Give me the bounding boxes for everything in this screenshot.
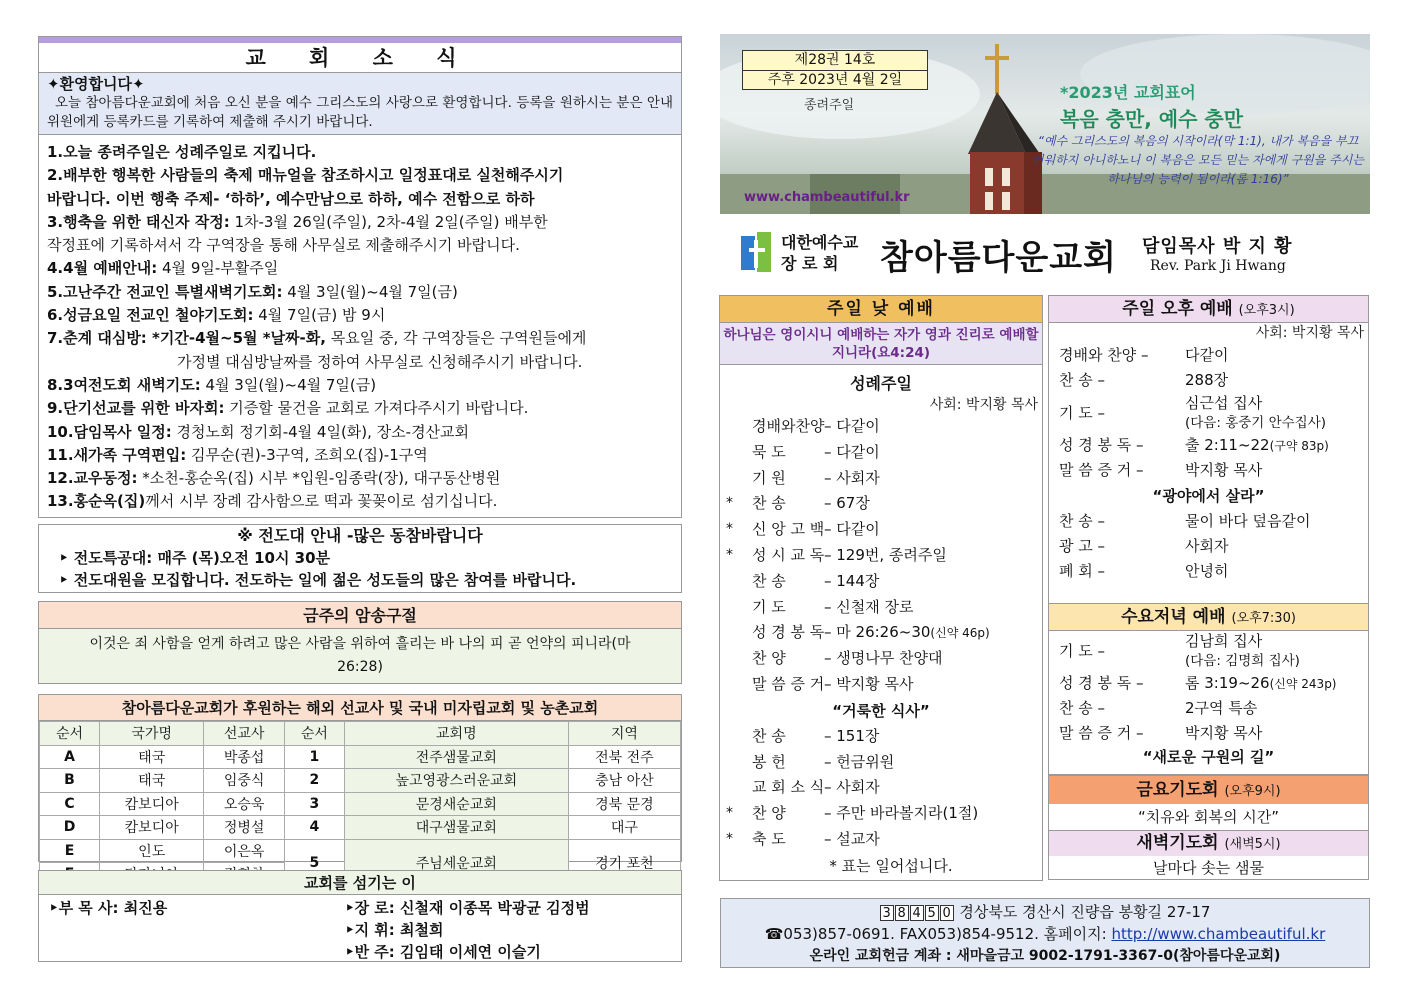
worship-item-value: – 마 26:26~30(신약 46p)	[824, 623, 990, 642]
news-item-bold: 9.단기선교를 위한 바자회:	[47, 399, 225, 418]
worship-item-label: 찬 송 –	[1059, 699, 1106, 717]
worship-item-label: 찬 송 –	[1059, 371, 1106, 389]
worship-item-value: 심근섭 집사 (다음: 홍중기 안수집사)	[1185, 394, 1327, 431]
missions-header-row	[40, 722, 681, 746]
missionary-cell: E	[40, 839, 100, 863]
news-item-bold: 5.고난주간 전교인 특별새벽기도회:	[47, 282, 283, 301]
service-host: 사회: 박지황 목사	[929, 397, 1038, 413]
associate-pastor: ‣부 목 사: 최진용	[49, 899, 168, 917]
table-row	[40, 792, 681, 816]
news-item-bold: 6.성금요일 전교인 철야기도회:	[47, 306, 254, 325]
missionary-cell: A	[40, 745, 100, 769]
scripture-page: (신약 46p)	[930, 626, 990, 641]
missionary-cell: 박종섭	[204, 745, 285, 769]
worship-item-value: – 다같이	[824, 442, 880, 461]
missionary-cell: 태국	[100, 769, 204, 793]
worship-item-label: 성 경 봉 독 –	[1059, 674, 1144, 692]
missionary-cell: 오승욱	[204, 792, 285, 816]
address-line	[721, 901, 1369, 923]
news-item-text: 김무순(권)-3구역, 조희오(집)-1구역	[186, 445, 428, 464]
worship-item-value: 2구역 특송	[1185, 699, 1258, 717]
missions-header-cell: 선교사	[204, 722, 285, 746]
senior-pastor: 담임목사 박 지 황	[1142, 236, 1293, 257]
worship-item	[1049, 368, 1368, 393]
stand-marker: *	[726, 830, 733, 847]
welcome-text: 오늘 참아름다운교회에 처음 오신 분을 예수 그리스도의 사랑으로 환영합니다. 등록을 원하시는 분은 안내위원에게 등록카드를 기록하여 제출해 주시기 바랍니다.	[47, 95, 673, 130]
address: 경상북도 경산시 진량읍 봉황길 27-17	[959, 903, 1211, 921]
missionary-cell: C	[40, 792, 100, 816]
news-item-text: 가정별 대심방날짜를 정하여 사무실로 신청해주시기 바랍니다.	[177, 352, 583, 371]
news-item-text: 작정표에 기록하셔서 각 구역장을 통해 사무실로 제출해주시기 바랍니다.	[47, 236, 520, 255]
friday-time: (오후9시)	[1224, 784, 1281, 799]
missions-header-cell: 지역	[568, 722, 680, 746]
supported-church-cell: 문경새순교회	[344, 792, 568, 816]
denomination	[781, 232, 858, 274]
sunday-morning-service	[719, 295, 1043, 881]
worship-item	[1049, 696, 1368, 721]
worship-item-value: – 다같이	[824, 520, 880, 539]
supported-church-cell: 주님세운교회	[344, 839, 568, 886]
church-motto: 복음 충만, 예수 충만	[1060, 107, 1244, 131]
news-item	[47, 164, 673, 187]
sunday-afternoon-title	[1049, 296, 1368, 323]
worship-item	[720, 775, 1042, 801]
worship-item-value: 박지황 목사	[1185, 461, 1263, 479]
servants-box	[38, 870, 682, 962]
denomination-line-2: 장 로 회	[781, 254, 839, 273]
worship-item-label: 찬 양	[752, 804, 786, 823]
worship-item-label: 찬 양	[752, 649, 786, 668]
supported-church-cell: 충남 아산	[568, 769, 680, 793]
worship-item-label: 찬 송	[752, 571, 786, 590]
sunday-afternoon-time: (오후3시)	[1238, 303, 1295, 318]
supported-church-cell: 4	[284, 816, 344, 840]
worship-item-label: 찬 송 –	[1059, 512, 1106, 530]
worship-item-value: – 박지황 목사	[824, 674, 914, 693]
news-item	[47, 141, 673, 164]
missionary-cell: 임중식	[204, 769, 285, 793]
worship-item-value: – 144장	[824, 571, 880, 590]
news-item	[47, 467, 673, 490]
news-item-text: 4월 7일(금) 밤 9시	[253, 306, 386, 325]
issue-box	[742, 50, 928, 90]
issue-date: 주후 2023년 4월 2일	[767, 72, 903, 88]
news-item-bold: 바랍니다. 이번 행축 주제- ‘하하’, 예수만남으로 하하, 예수 전함으로 하하	[47, 189, 535, 208]
news-item	[47, 211, 673, 234]
worship-item-label: 기 도 –	[1059, 642, 1106, 660]
worship-item	[1049, 631, 1368, 671]
worship-item-value: – 생명나무 찬양대	[824, 649, 943, 668]
news-item-text: 4월 3일(월)~4월 7일(금)	[282, 282, 458, 301]
worship-item	[720, 491, 1042, 517]
stand-marker: *	[726, 495, 733, 512]
news-item	[47, 281, 673, 304]
next-prayer: (다음: 김명희 집사)	[1185, 653, 1300, 669]
wednesday-service	[1048, 603, 1369, 775]
worship-item	[1049, 534, 1368, 559]
supported-church-cell: 높고영광스러운교회	[344, 769, 568, 793]
supported-church-cell: 3	[284, 792, 344, 816]
worship-item-value: – 151장	[824, 726, 880, 745]
sunday-morning-title: 주일 낮 예배	[720, 296, 1042, 323]
worship-item	[720, 801, 1042, 827]
worship-item-label: 교 회 소 식	[752, 778, 825, 797]
news-item	[47, 327, 673, 350]
worship-item-value: 안녕히	[1185, 562, 1229, 580]
servants-title: 교회를 섬기는 이	[39, 871, 681, 895]
table-row	[40, 745, 681, 769]
worship-item	[720, 595, 1042, 621]
table-row	[40, 769, 681, 793]
worship-item-label: 말 씀 증 거 –	[1059, 461, 1144, 479]
news-item-text: 4월 3일(월)~4월 7일(금)	[200, 375, 377, 394]
table-row	[40, 839, 681, 863]
memory-verse-text: 이것은 죄 사함을 얻게 하려고 많은 사람을 위하여 흘리는 바 나의 피 곧 언약의 피니라(마 26:28)	[39, 629, 681, 683]
supported-church-cell: 경북 문경	[568, 792, 680, 816]
church-news-box	[38, 36, 682, 518]
wednesday-sermon-title: “새로운 구원의 길”	[1142, 748, 1275, 766]
news-item	[47, 188, 673, 211]
zip-digit: 0	[940, 905, 954, 921]
worship-item	[720, 466, 1042, 492]
dawn-subtitle: 날마다 솟는 샘물	[1153, 859, 1264, 877]
worship-item	[720, 724, 1042, 750]
missionary-cell: D	[40, 816, 100, 840]
worship-item-value: – 사회자	[824, 468, 880, 487]
welcome-heading: ✦환영합니다✦	[47, 75, 145, 93]
supported-church-cell: 전주샘물교회	[344, 745, 568, 769]
evangelism-item: ‣ 전도대원을 모집합니다. 전도하는 일에 젊은 성도들의 많은 참여를 바랍니다.	[59, 571, 577, 589]
worship-item	[1049, 343, 1368, 368]
sunday-afternoon-service	[1048, 295, 1369, 605]
banner-url: www.chambeautiful.kr	[744, 190, 910, 205]
sunday-afternoon-title-text: 주일 오후 예배	[1122, 299, 1233, 319]
missionary-cell: 정병설	[204, 816, 285, 840]
worship-item-value: – 67장	[824, 494, 870, 513]
worship-item-value: 사회자	[1185, 537, 1229, 555]
wednesday-order	[1049, 631, 1368, 746]
news-item-text: 1차-3월 26일(주일), 2차-4월 2일(주일) 배부한	[229, 212, 548, 231]
worship-item	[1049, 393, 1368, 433]
worship-item	[1049, 509, 1368, 534]
motto-verse: “예수 그리스도의 복음의 시작이라(막 1:1), 내가 복음을 부끄러워하지 아니하노니 이 복음은 모든 믿는 자에게 구원을 주시는 하나님의 능력이 됨이라(롬 1:16)”	[1032, 134, 1364, 186]
missions-title: 참아름다운교회가 후원하는 해외 선교사 및 국내 미자립교회 및 농촌교회	[39, 695, 681, 721]
motto-heading: *2023년 교회표어	[1060, 83, 1196, 102]
wednesday-title-text: 수요저녁 예배	[1121, 607, 1226, 627]
evangelism-title: ※ 전도대 안내 -많은 동참바랍니다	[237, 526, 483, 545]
worship-item-value: 다같이	[1185, 346, 1229, 364]
worship-item	[720, 620, 1042, 646]
news-item	[47, 490, 673, 513]
news-item-bold: 7.춘계 대심방: *기간-4월~5월 *날짜-화,	[47, 329, 326, 348]
supported-church-cell: 5	[284, 839, 344, 886]
friday-subtitle: “치유와 회복의 시간”	[1138, 808, 1279, 826]
news-item-bold: 11.새가족 구역편입:	[47, 445, 187, 464]
worship-item-value: – 다같이	[824, 417, 880, 435]
zip-digit: 5	[925, 905, 939, 921]
phone-fax: ☎053)857-0691. FAX053)854-9512. 홈페이지:	[764, 925, 1107, 943]
friday-prayer	[1048, 775, 1369, 831]
dawn-title	[1049, 831, 1368, 856]
conductor: ‣지 휘: 최철희	[345, 921, 444, 939]
news-item	[47, 257, 673, 280]
phone-line	[721, 923, 1369, 945]
worship-item-label: 묵 도	[752, 442, 786, 461]
afternoon-sermon-title: “광야에서 살라”	[1152, 487, 1265, 505]
worship-item	[1049, 559, 1368, 584]
footer-contact	[720, 898, 1370, 968]
worship-item-value: – 사회자	[824, 778, 880, 797]
next-prayer: (다음: 홍중기 안수집사)	[1185, 415, 1327, 431]
zip-digit: 3	[880, 905, 894, 921]
sunday-name: 종려주일	[804, 98, 855, 113]
worship-item	[720, 672, 1042, 698]
worship-item	[1049, 671, 1368, 696]
dawn-time: (새벽5시)	[1224, 837, 1281, 852]
church-logo-icon	[741, 232, 771, 272]
news-item	[47, 234, 673, 257]
worship-item	[720, 440, 1042, 466]
zip-digit: 4	[910, 905, 924, 921]
senior-pastor-english: Rev. Park Ji Hwang	[1150, 258, 1286, 274]
worship-item-value: 출 2:11~22(구약 83p)	[1185, 436, 1329, 454]
news-item	[47, 351, 673, 374]
news-title: 교 회 소 식	[39, 43, 681, 73]
missionary-cell: 인도	[100, 839, 204, 863]
scripture-page: (구약 83p)	[1269, 439, 1329, 453]
worship-item-label: 경배와찬양	[752, 417, 825, 435]
stand-marker: *	[726, 546, 733, 563]
supported-church-cell: 대구샘물교회	[344, 816, 568, 840]
worship-item-label: 성 경 봉 독	[752, 623, 825, 642]
news-item-bold: 3.행축을 위한 태신자 작정:	[47, 212, 230, 231]
evangelism-box	[38, 524, 682, 593]
missions-header-cell: 순서	[284, 722, 344, 746]
order-of-worship	[720, 414, 1042, 698]
missionary-cell: B	[40, 769, 100, 793]
news-item-text: *소천-홍순옥(집) 시부 *입원-임종락(장), 대구동산병원	[137, 469, 501, 488]
sermon-title: “거룩한 식사”	[832, 701, 930, 720]
news-item	[47, 421, 673, 444]
supported-church-cell: 1	[284, 745, 344, 769]
worship-item-value: – 설교자	[824, 829, 880, 848]
news-item-text: 경청노회 정기회-4월 4일(화), 장소-경산교회	[171, 422, 470, 441]
worship-item-label: 기 도	[752, 597, 786, 616]
worship-item	[1049, 433, 1368, 458]
homepage-link[interactable]: http://www.chambeautiful.kr	[1111, 925, 1326, 943]
news-item-bold: 1.오늘 종려주일은 성례주일로 지킵니다.	[47, 143, 317, 161]
elders: ‣장 로: 신철재 이종목 박광균 김정범	[345, 899, 590, 917]
worship-item-label: 성 경 봉 독 –	[1059, 436, 1144, 454]
worship-item-value: – 헌금위원	[824, 752, 895, 771]
worship-item-label: 찬 송	[752, 726, 786, 745]
worship-item-value: – 주만 바라볼지라(1절)	[824, 804, 979, 823]
worship-item-label: 축 도	[752, 829, 786, 848]
news-item-text: 목요일 중, 각 구역장들은 구역원들에게	[325, 329, 587, 348]
news-item	[47, 304, 673, 327]
worship-item-value: 롬 3:19~26(신약 243p)	[1185, 674, 1337, 692]
missions-header-cell: 순서	[40, 722, 100, 746]
wednesday-time: (오후7:30)	[1231, 611, 1296, 626]
scripture-page: (신약 243p)	[1269, 677, 1337, 691]
dawn-title-text: 새벽기도회	[1136, 833, 1219, 853]
news-item-bold: 10.담임목사 일정:	[47, 422, 172, 441]
supported-church-cell: 전북 전주	[568, 745, 680, 769]
worship-item-label: 봉 헌	[752, 752, 786, 771]
worship-item-label: 폐 회 –	[1059, 562, 1106, 580]
worship-item-label: 신 앙 고 백	[752, 520, 825, 539]
afternoon-order	[1049, 343, 1368, 483]
worship-item-label: 성 시 교 독	[752, 545, 825, 564]
order-of-worship-2	[720, 724, 1042, 853]
worship-item	[720, 646, 1042, 672]
missions-box	[38, 694, 682, 872]
wednesday-title	[1049, 604, 1368, 631]
missionary-cell: 태국	[100, 745, 204, 769]
worship-item-label: 기 원	[752, 468, 786, 487]
church-name: 참아름다운교회	[880, 238, 1117, 278]
worship-item	[720, 517, 1042, 543]
supported-church-cell: 2	[284, 769, 344, 793]
stand-marker: *	[726, 805, 733, 822]
supported-church-cell: 대구	[568, 816, 680, 840]
worship-item	[720, 543, 1042, 569]
news-item-bold: 12.교우동정:	[47, 469, 138, 488]
worship-item-value: 288장	[1185, 371, 1229, 389]
worship-item-label: 기 도 –	[1059, 404, 1106, 422]
worship-item-label: 말 씀 증 거	[752, 674, 825, 693]
worship-item-value: 김남희 집사 (다음: 김명희 집사)	[1185, 632, 1300, 669]
worship-item	[720, 750, 1042, 776]
news-list	[39, 135, 681, 514]
worship-item-value: – 신철재 장로	[824, 597, 914, 616]
worship-item	[720, 569, 1042, 595]
donation-account: 온라인 교회헌금 계좌 : 새마을금고 9002-1791-3367-0(참아름다운교회)	[809, 948, 1281, 964]
news-item	[47, 444, 673, 467]
missionary-cell: 캄보디아	[100, 816, 204, 840]
missions-header-cell: 국가명	[100, 722, 204, 746]
worship-item	[1049, 458, 1368, 483]
news-item-text: 4월 9일-부활주일	[157, 259, 279, 278]
service-name: 성례주일	[850, 374, 912, 393]
news-item-bold: 8.3여전도회 새벽기도:	[47, 375, 201, 394]
accompanist: ‣반 주: 김임태 이세연 이슬기	[345, 943, 541, 961]
afternoon-host: 사회: 박지황 목사	[1255, 325, 1364, 341]
news-item-text: 께서 시부 장례 감사함으로 떡과 꽃꽂이로 섬기십니다.	[145, 492, 498, 511]
table-row	[40, 816, 681, 840]
worship-item-value: – 129번, 종려주일	[824, 545, 947, 564]
friday-title-text: 금요기도회	[1136, 780, 1219, 800]
missions-header-cell: 교회명	[344, 722, 568, 746]
worship-item-label: 광 고 –	[1059, 537, 1106, 555]
welcome-section	[39, 73, 681, 135]
postal-code	[880, 903, 955, 921]
news-item-bold: 13.홍순옥(집)	[47, 492, 146, 511]
worship-item-label: 찬 송	[752, 494, 786, 513]
worship-item-value: 물이 바다 덮음같이	[1185, 512, 1311, 530]
missionary-cell: 이은옥	[204, 839, 285, 863]
stand-marker: *	[726, 521, 733, 538]
memory-verse-title: 금주의 암송구절	[39, 602, 681, 629]
supported-church-cell: 경기 포천	[568, 839, 680, 886]
worship-item	[720, 414, 1042, 440]
memory-verse-box	[38, 601, 682, 684]
news-item-text: 기증할 물건을 교회로 가져다주시기 바랍니다.	[224, 399, 529, 418]
missionary-cell: 캄보디아	[100, 792, 204, 816]
news-item	[47, 374, 673, 397]
friday-title	[1049, 776, 1368, 804]
missions-table	[39, 721, 681, 887]
worship-item-label: 말 씀 증 거 –	[1059, 724, 1144, 742]
worship-item	[720, 827, 1042, 853]
news-item-bold: 2.배부한 행복한 사람들의 축제 매뉴얼을 참조하시고 일정표대로 실천해주시기	[47, 166, 564, 185]
news-item-bold: 4.4월 예배안내:	[47, 259, 158, 278]
afternoon-order-2	[1049, 509, 1368, 584]
volume-number: 제28권 14호	[743, 51, 927, 71]
news-item	[47, 397, 673, 420]
evangelism-item: ‣ 전도특공대: 매주 (목)오전 10시 30분	[59, 549, 331, 567]
standing-note: * 표는 일어섭니다.	[829, 856, 953, 875]
dawn-prayer	[1048, 830, 1369, 880]
zip-digit: 8	[895, 905, 909, 921]
worship-item	[1049, 721, 1368, 746]
worship-item-value: 박지황 목사	[1185, 724, 1263, 742]
worship-verse: 하나님은 영이시니 예배하는 자가 영과 진리로 예배할지니라(요4:24)	[720, 323, 1042, 365]
worship-item-label: 경배와 찬양 –	[1059, 346, 1149, 364]
denomination-line-1: 대한예수교	[781, 233, 859, 252]
